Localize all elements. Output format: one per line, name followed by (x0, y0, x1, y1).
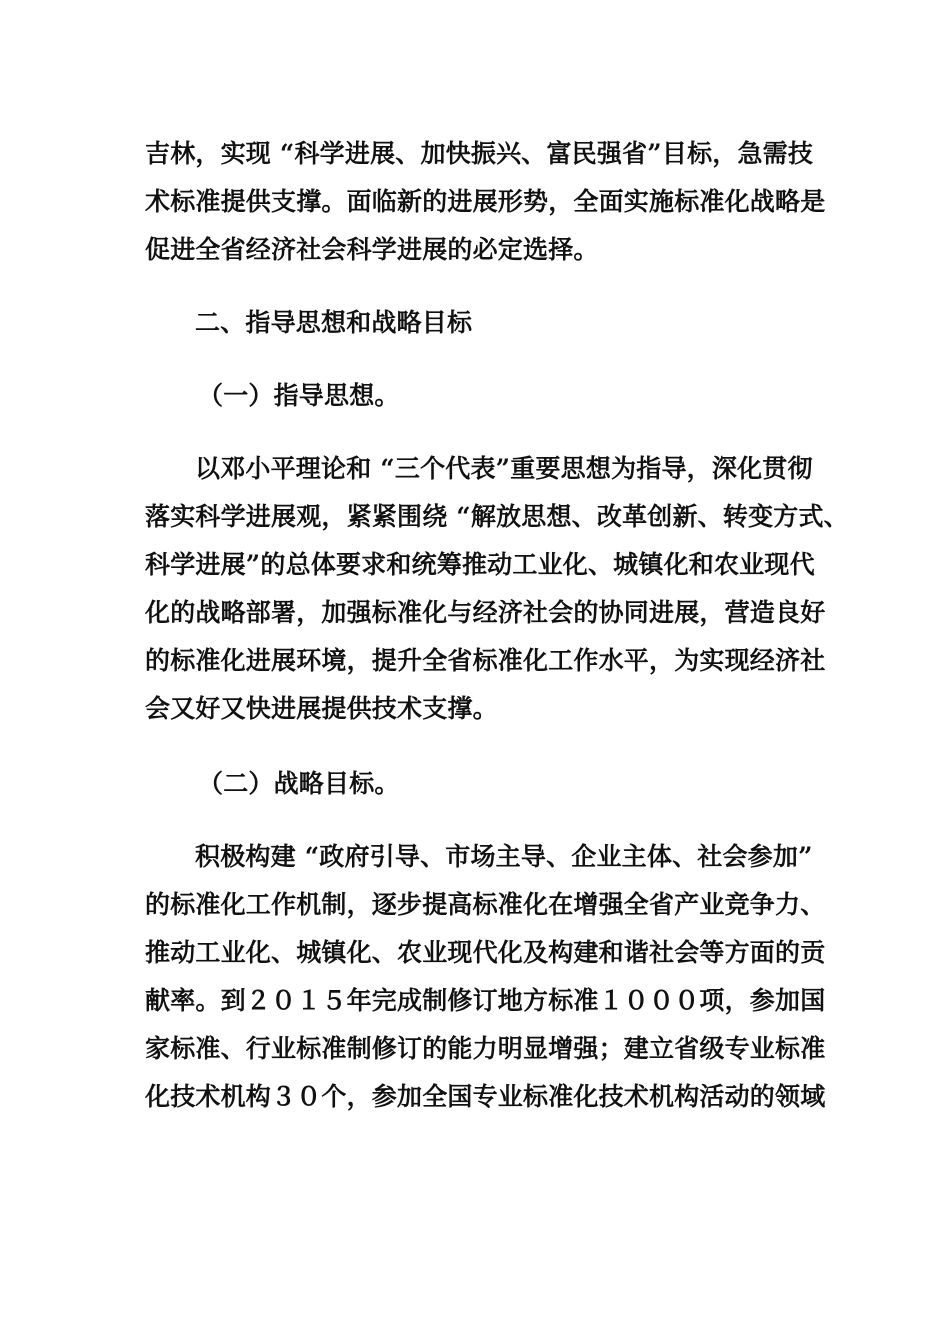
paragraph-line: 献率。到２０１５年完成制修订地方标准１０００项，参加国 (145, 986, 826, 1015)
section-heading: 二、指导思想和战略目标 (195, 308, 473, 337)
paragraph-line: 落实科学进展观，紧紧围绕 “解放思想、改革创新、转变方式、 (145, 502, 849, 531)
paragraph-line: 积极构建 “政府引导、市场主导、企业主体、社会参加” (195, 842, 813, 871)
paragraph-line: 以邓小平理论和 “三个代表”重要思想为指导，深化贯彻 (195, 454, 813, 483)
paragraph-line: 家标准、行业标准制修订的能力明显增强；建立省级专业标准 (145, 1034, 826, 1063)
paragraph-line: 术标准提供支撑。面临新的进展形势，全面实施标准化战略是 (145, 187, 826, 216)
paragraph-line: 化的战略部署，加强标准化与经济社会的协同进展，营造良好 (145, 598, 826, 627)
paragraph-line: 会又好又快进展提供技术支撑。 (145, 694, 498, 723)
paragraph-line: 化技术机构３０个，参加全国专业标准化技术机构活动的领域 (145, 1082, 826, 1111)
paragraph-line: 促进全省经济社会科学进展的必定选择。 (145, 235, 599, 264)
paragraph-line: 的标准化工作机制，逐步提高标准化在增强全省产业竞争力、 (145, 890, 826, 919)
paragraph-line: 的标准化进展环境，提升全省标准化工作水平，为实现经济社 (145, 646, 826, 675)
subsection-heading: （一）指导思想。 (198, 381, 400, 410)
paragraph-line: 推动工业化、城镇化、农业现代化及构建和谐社会等方面的贡 (145, 938, 826, 967)
paragraph-line: 吉林，实现 “科学进展、加快振兴、富民强省”目标，急需技 (145, 139, 814, 168)
subsection-heading: （二）战略目标。 (198, 769, 400, 798)
paragraph-line: 科学进展”的总体要求和统筹推动工业化、城镇化和农业现代 (145, 550, 815, 579)
